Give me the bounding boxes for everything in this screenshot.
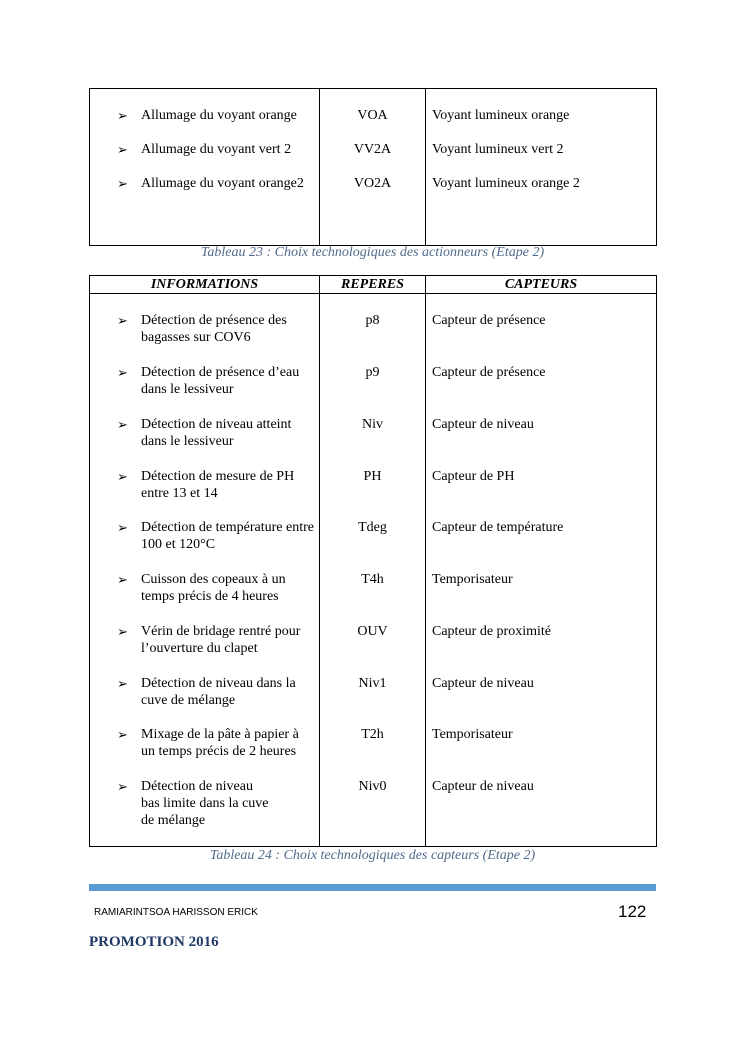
info-column [90,89,320,246]
list-item [90,571,319,623]
info-text: Allumage du voyant orange2 [141,176,304,191]
capteur-value: Capteur de niveau [432,417,534,432]
arrow-bullet-icon: ➢ [117,176,128,191]
sensors-table [89,275,657,847]
arrow-bullet-icon: ➢ [117,417,128,432]
arrow-bullet-icon: ➢ [117,779,128,794]
table-row [90,89,657,246]
info-text: Cuisson des copeaux à un temps précis de 4 heures [141,572,286,604]
repere-column [320,294,426,847]
actionneur-value: Voyant lumineux orange [432,108,570,123]
repere-value: p8 [365,313,380,328]
arrow-bullet-icon: ➢ [117,727,128,742]
info-text: Détection de température entre 100 et 120°C [141,520,314,552]
repere-value: Niv1 [358,676,387,691]
footer-divider [89,884,656,891]
header-row [90,276,657,294]
arrow-bullet-icon: ➢ [117,624,128,639]
capteur-value: Capteur de présence [432,365,546,380]
arrow-bullet-icon: ➢ [117,108,128,123]
repere-value: T4h [361,572,384,587]
repere-value: Tdeg [358,520,387,535]
header-informations: INFORMATIONS [90,276,320,294]
repere-value: VO2A [353,176,392,191]
arrow-bullet-icon: ➢ [117,142,128,157]
repere-value: OUV [357,624,388,639]
capteur-value: Capteur de PH [432,469,515,484]
info-text: Vérin de bridage rentré pour l’ouverture du clapet [141,624,301,656]
list-item [90,519,319,571]
header-capteurs: CAPTEURS [426,276,657,294]
repere-value: PH [363,469,382,484]
info-text: Détection de niveau atteint dans le lessiveur [141,417,292,449]
table24-caption: Tableau 24 : Choix technologiques des capteurs (Etape 2) [209,848,536,863]
repere-value: VV2A [353,142,392,157]
info-text: Allumage du voyant orange [141,108,297,123]
page-number: 122 [618,902,647,921]
repere-value: Niv [362,417,383,432]
table-row [90,294,657,847]
arrow-bullet-icon: ➢ [117,365,128,380]
capteur-value: Capteur de niveau [432,676,534,691]
repere-value: VOA [357,108,388,123]
list-item [90,175,319,192]
list-item [90,468,319,519]
info-text: Détection de mesure de PH entre 13 et 14 [141,469,295,501]
info-text: Détection de présence des bagasses sur COV6 [141,313,287,345]
list-item [90,778,319,829]
list-item [90,107,319,141]
footer-author: RAMIARINTSOA HARISSON ERICK [94,907,258,918]
list-item [90,312,319,364]
actionneur-value: Voyant lumineux vert 2 [432,142,564,157]
header-reperes: REPERES [320,276,426,294]
arrow-bullet-icon: ➢ [117,572,128,587]
capteur-value: Capteur de présence [432,313,546,328]
info-text: Détection de niveau dans la cuve de mélange [141,676,296,708]
repere-column [320,89,426,246]
info-text: Détection de présence d’eau dans le lessiveur [141,365,300,397]
capteur-column [426,294,657,847]
list-item [90,364,319,416]
arrow-bullet-icon: ➢ [117,520,128,535]
actionneur-column [426,89,657,246]
info-text: Allumage du voyant vert 2 [141,142,292,157]
actuators-table [89,88,657,246]
arrow-bullet-icon: ➢ [117,313,128,328]
list-item [90,141,319,175]
info-text: Mixage de la pâte à papier à un temps précis de 2 heures [141,727,299,759]
repere-value: T2h [361,727,384,742]
capteur-value: Capteur de niveau [432,779,534,794]
arrow-bullet-icon: ➢ [117,676,128,691]
capteur-value: Temporisateur [432,572,513,587]
info-column [90,294,320,847]
info-text: Détection de niveau bas limite dans la cuve de mélange [141,779,269,828]
list-item [90,675,319,726]
list-item [90,726,319,778]
capteur-value: Capteur de température [432,520,564,535]
capteur-value: Temporisateur [432,727,513,742]
table23-caption: Tableau 23 : Choix technologiques des actionneurs (Etape 2) [200,245,545,260]
list-item [90,623,319,675]
list-item [90,416,319,468]
repere-value: Niv0 [358,779,387,794]
arrow-bullet-icon: ➢ [117,469,128,484]
actionneur-value: Voyant lumineux orange 2 [432,176,580,191]
footer-promotion: PROMOTION 2016 [89,934,219,950]
capteur-value: Capteur de proximité [432,624,551,639]
repere-value: p9 [365,365,380,380]
